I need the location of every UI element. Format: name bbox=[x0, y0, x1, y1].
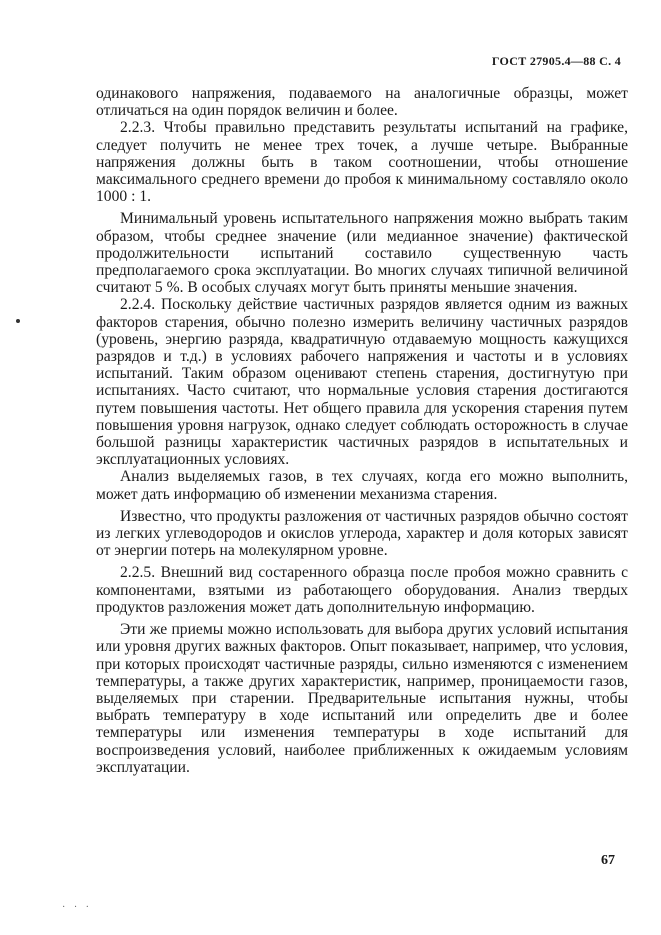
paragraph-2-2-4: 2.2.4. Поскольку действие частичных разрядов является одним из важных факторов старения, обычно полезно измерить величину частичных разрядов (уровень, энергию разряда, квадратичную отдаваемую мощность кажущихся разрядов и т.д.) в условиях рабочего напряжения и частоты и в условиях испытаний. Таким образом оценивают степень старения, достигнутую при испытаниях. Часто считают, что нормальные условия старения достигаются путем повышения частоты. Нет общего правила для ускорения старения путем повышения уровня нагрузок, однако следует соблюдать осторожность в случае большой разницы характеристик частичных разрядов в испытательных и эксплуатационных условиях. bbox=[96, 296, 628, 469]
page-number: 67 bbox=[601, 853, 615, 868]
paragraph-other-conditions: Эти же приемы можно использовать для выбора других условий испытания или уровня других важных факторов. Опыт показывает, например, что условия, при которых происходят частичные разряды, сильно изменяются с изменением температуры, а также других характеристик, например, проницаемости газов, выделяемых при старении. Предварительные испытания нужны, чтобы выбрать температуру в ходе испытаний или определить две и более температуры или изменения температуры в ходе испытаний для воспроизведения условий, наиболее приближенных к ожидаемым условиям эксплуатации. bbox=[96, 621, 628, 776]
paragraph-2-2-3: 2.2.3. Чтобы правильно представить результаты испытаний на графике, следует получить не менее трех точек, а лучше четыре. Выбранные напряжения должны быть в таком соотношении, чтобы отношение максимального среднего времени до пробоя к минимальному составляло около 1000 : 1. bbox=[96, 119, 628, 206]
paragraph-decomposition: Известно, что продукты разложения от частичных разрядов обычно состоят из легких углеводородов и окислов углерода, характер и доля которых зависят от энергии потерь на молекулярном уровне. bbox=[96, 507, 628, 560]
margin-mark bbox=[16, 319, 20, 323]
paragraph-2-2-5: 2.2.5. Внешний вид состаренного образца после пробоя можно сравнить с компонентами, взятыми из работающего оборудования. Анализ твердых продуктов разложения может дать дополнительную информацию. bbox=[96, 564, 628, 616]
paragraph-gas-analysis: Анализ выделяемых газов, в тех случаях, когда его можно выполнить, может дать информацию об изменении механизма старения. bbox=[96, 468, 628, 503]
paragraph-continuation: одинакового напряжения, подаваемого на аналогичные образцы, может отличаться на один порядок величин и более. bbox=[96, 85, 628, 120]
scan-artifact: · · · bbox=[62, 902, 92, 913]
paragraph-min-voltage: Минимальный уровень испытательного напряжения можно выбрать таким образом, чтобы среднее значение (или медианное значение) фактической продолжительности испытаний составило существенную часть предполагаемого срока эксплуатации. Во многих случаях типичной величиной считают 5 %. В особых случаях могут быть приняты меньшие значения. bbox=[96, 210, 628, 297]
document-body bbox=[96, 85, 628, 776]
standard-header: ГОСТ 27905.4—88 С. 4 bbox=[491, 54, 621, 68]
